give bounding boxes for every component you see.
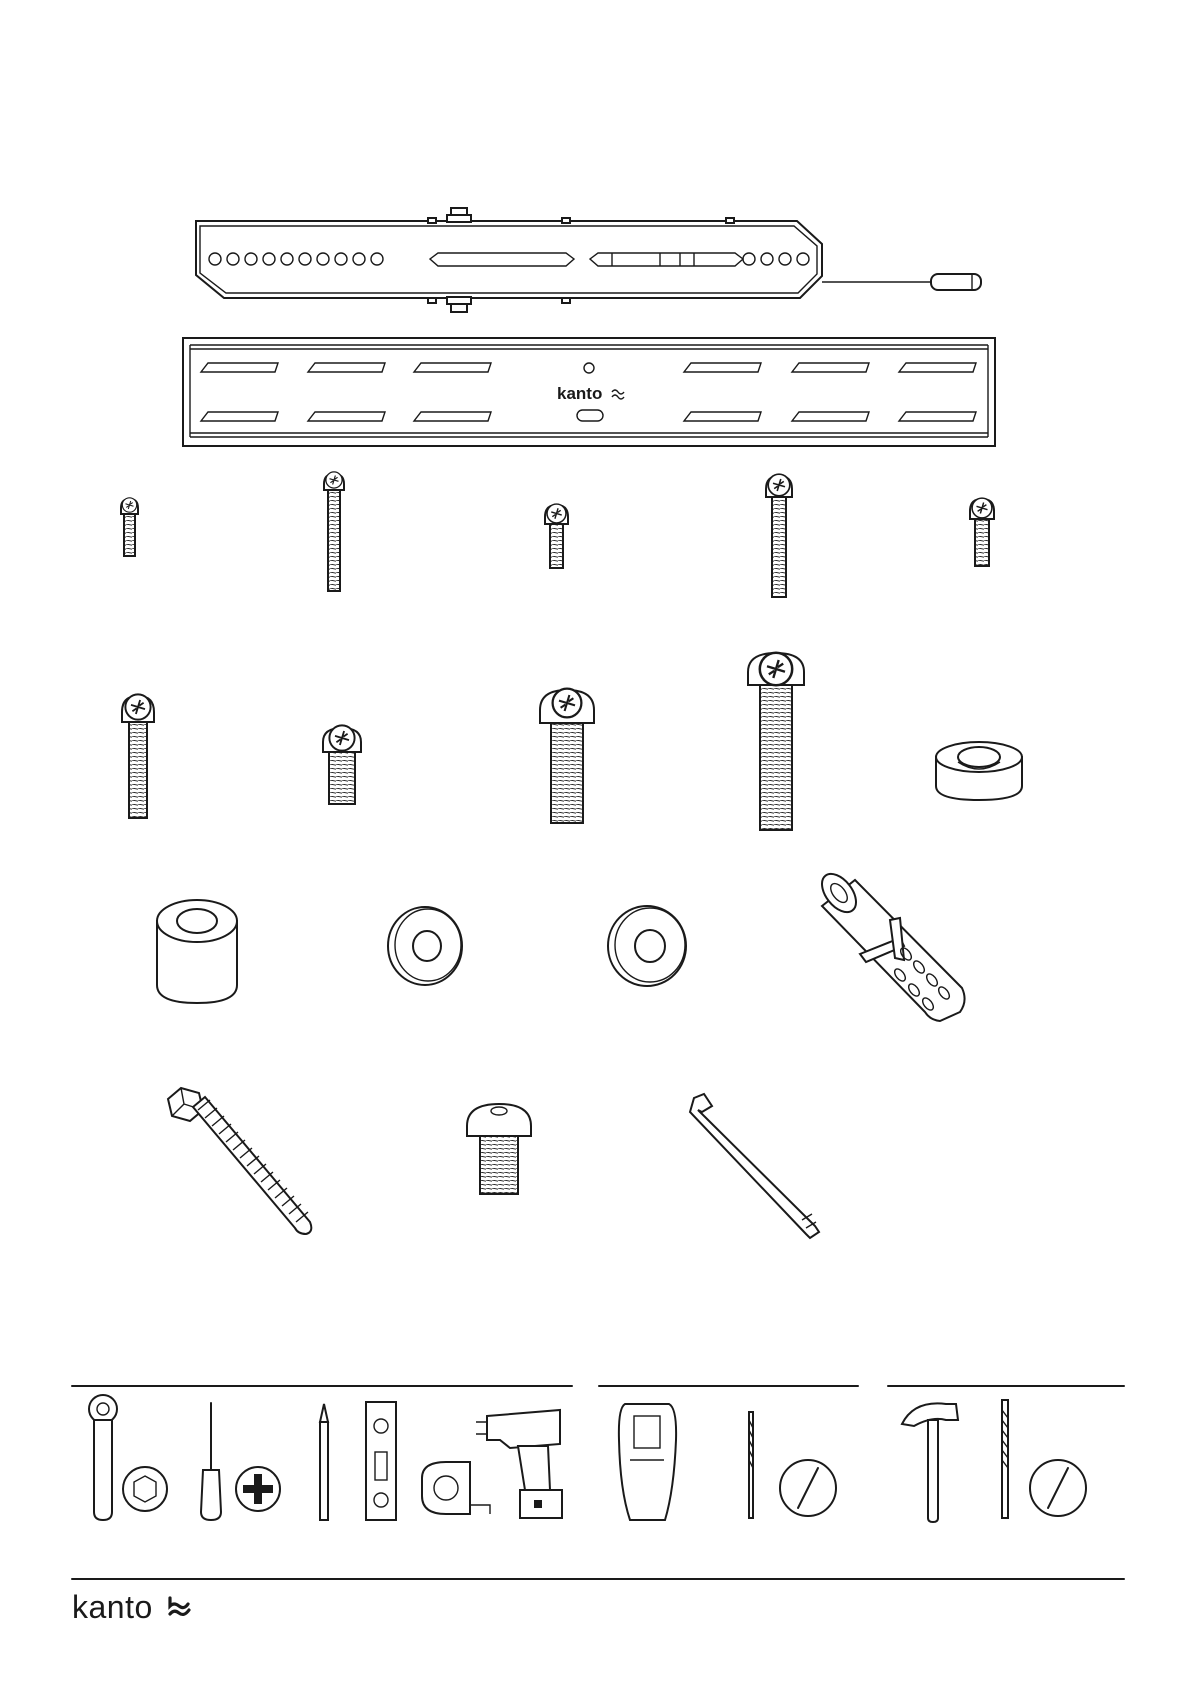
screw-m5-long bbox=[766, 474, 792, 597]
hammer-icon bbox=[902, 1403, 958, 1522]
spacer-tall bbox=[157, 900, 237, 1003]
washer-a bbox=[388, 907, 462, 985]
lag-bolt bbox=[168, 1088, 311, 1234]
screw-m6-short bbox=[970, 498, 994, 566]
drill-bit-size-icon bbox=[780, 1460, 836, 1516]
washer-b bbox=[608, 906, 686, 986]
tape-measure-icon bbox=[422, 1462, 490, 1514]
screw-m8-short bbox=[540, 689, 594, 823]
screw-m4-short bbox=[121, 498, 138, 556]
spirit-level-icon bbox=[366, 1402, 396, 1520]
masonry-bit-size-icon bbox=[1030, 1460, 1086, 1516]
stud-finder-icon bbox=[619, 1404, 676, 1520]
screw-m5-short bbox=[545, 504, 568, 568]
wall-plate bbox=[183, 338, 995, 446]
screw-m6-long bbox=[122, 694, 154, 818]
footer-logo-text: kanto bbox=[72, 1589, 153, 1625]
tilt-bracket bbox=[196, 208, 981, 312]
socket-head-bolt bbox=[467, 1104, 531, 1194]
socket-wrench-icon bbox=[89, 1395, 117, 1520]
plate-logo: kanto bbox=[557, 384, 603, 403]
drill-bit-icon bbox=[749, 1412, 753, 1518]
phillips-head-icon bbox=[236, 1467, 280, 1511]
hex-socket-icon bbox=[123, 1467, 167, 1511]
footer-logo bbox=[72, 1588, 222, 1628]
power-drill-icon bbox=[476, 1410, 562, 1518]
screw-m4-long bbox=[324, 472, 344, 591]
kanto-wave-mark-icon bbox=[168, 1594, 192, 1618]
pencil-icon bbox=[320, 1404, 328, 1520]
ring-spacer-flat bbox=[936, 742, 1022, 800]
screw-m6-mid bbox=[323, 725, 361, 804]
screwdriver-icon bbox=[201, 1403, 221, 1520]
wall-anchor bbox=[815, 868, 964, 1021]
screw-m8-long bbox=[748, 653, 804, 830]
allen-key bbox=[690, 1094, 819, 1238]
masonry-bit-icon bbox=[1002, 1400, 1008, 1518]
